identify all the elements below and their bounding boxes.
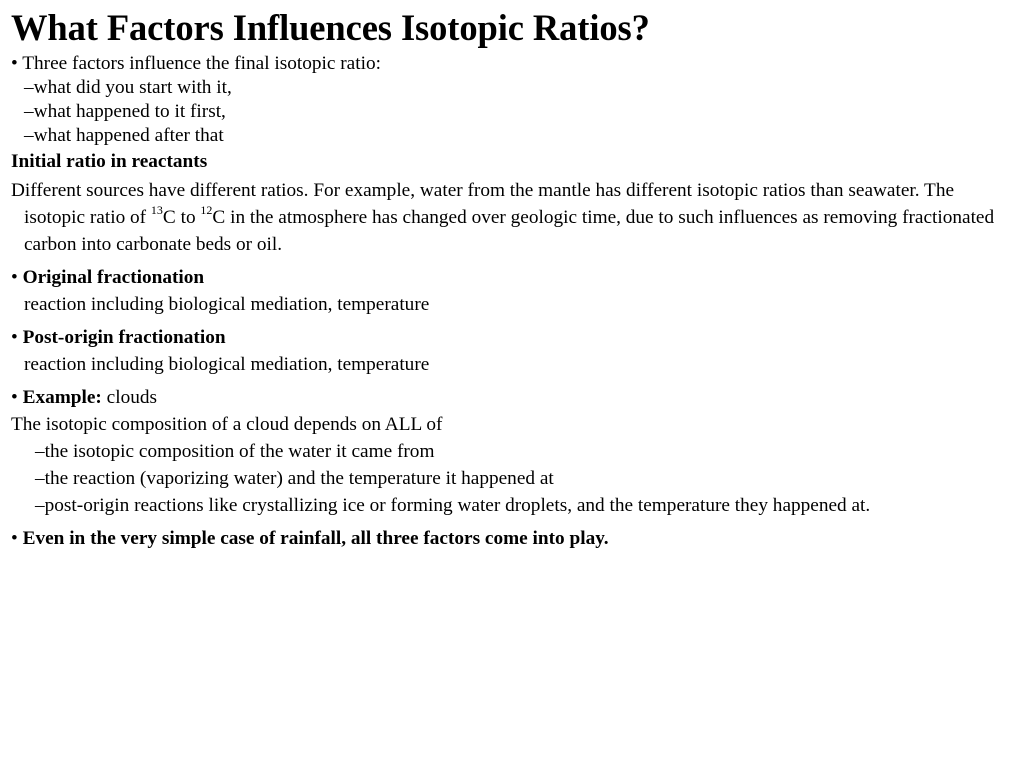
example-heading: • Example: clouds: [11, 387, 158, 408]
dash-marker: –: [35, 441, 45, 462]
dash-marker: –: [24, 125, 34, 146]
example-intro: The isotopic composition of a cloud depends on ALL of: [11, 414, 443, 435]
bullet-marker: •: [11, 387, 18, 408]
initial-ratio-heading: Initial ratio in reactants: [11, 151, 208, 172]
bullet-marker: •: [11, 267, 18, 288]
intro-section: [11, 52, 1011, 148]
post-origin-fractionation-heading: • Post-origin fractionation: [11, 327, 226, 348]
intro-bullet-line: [11, 52, 1011, 76]
example-item: –the isotopic composition of the water it came from: [35, 441, 435, 462]
example-item: –the reaction (vaporizing water) and the temperature it happened at: [35, 468, 554, 489]
original-fractionation-text: reaction including biological mediation, temperature: [24, 294, 430, 315]
slide-title: What Factors Influences Isotopic Ratios?: [11, 7, 650, 48]
example-item: –post-origin reactions like crystallizing ice or forming water droplets, and the temperature they happened at.: [35, 495, 871, 516]
intro-item-text: what happened to it first,: [33, 101, 226, 122]
isotope-13-superscript: 13: [150, 202, 163, 217]
intro-text: Three factors influence the final isotopic ratio:: [22, 53, 381, 74]
initial-ratio-section: [11, 150, 1011, 258]
post-origin-fractionation-section: [11, 324, 1011, 378]
dash-marker: –: [35, 495, 45, 516]
dash-marker: –: [24, 77, 34, 98]
dash-marker: –: [35, 468, 45, 489]
intro-item-text: what happened after that: [33, 125, 224, 146]
initial-ratio-text: Different sources have different ratios. For example, water from the mantle has different isotopic ratios than seawater. The isotopic ratio of $^{13}$C to $^{12}$C in the atmosphere has changed over geologic time, due to such influences as removing fractionated carbon into carbonate beds or oil.: [11, 180, 995, 255]
conclusion-line: • Even in the very simple case of rainfall, all three factors come into play.: [11, 528, 609, 549]
example-section: [11, 384, 1011, 519]
post-origin-fractionation-text: reaction including biological mediation, temperature: [24, 354, 430, 375]
intro-item: [11, 100, 1011, 124]
bullet-marker: •: [11, 53, 18, 74]
intro-item-text: what did you start with it,: [33, 77, 232, 98]
original-fractionation-heading: • Original fractionation: [11, 267, 205, 288]
bullet-marker: •: [11, 528, 18, 549]
bullet-marker: •: [11, 327, 18, 348]
intro-item: [11, 124, 1011, 148]
conclusion-section: [11, 525, 1011, 552]
dash-marker: –: [24, 101, 34, 122]
isotope-12-superscript: 12: [200, 202, 213, 217]
slide: [11, 0, 1011, 552]
intro-item: [11, 76, 1011, 100]
original-fractionation-section: [11, 264, 1011, 318]
